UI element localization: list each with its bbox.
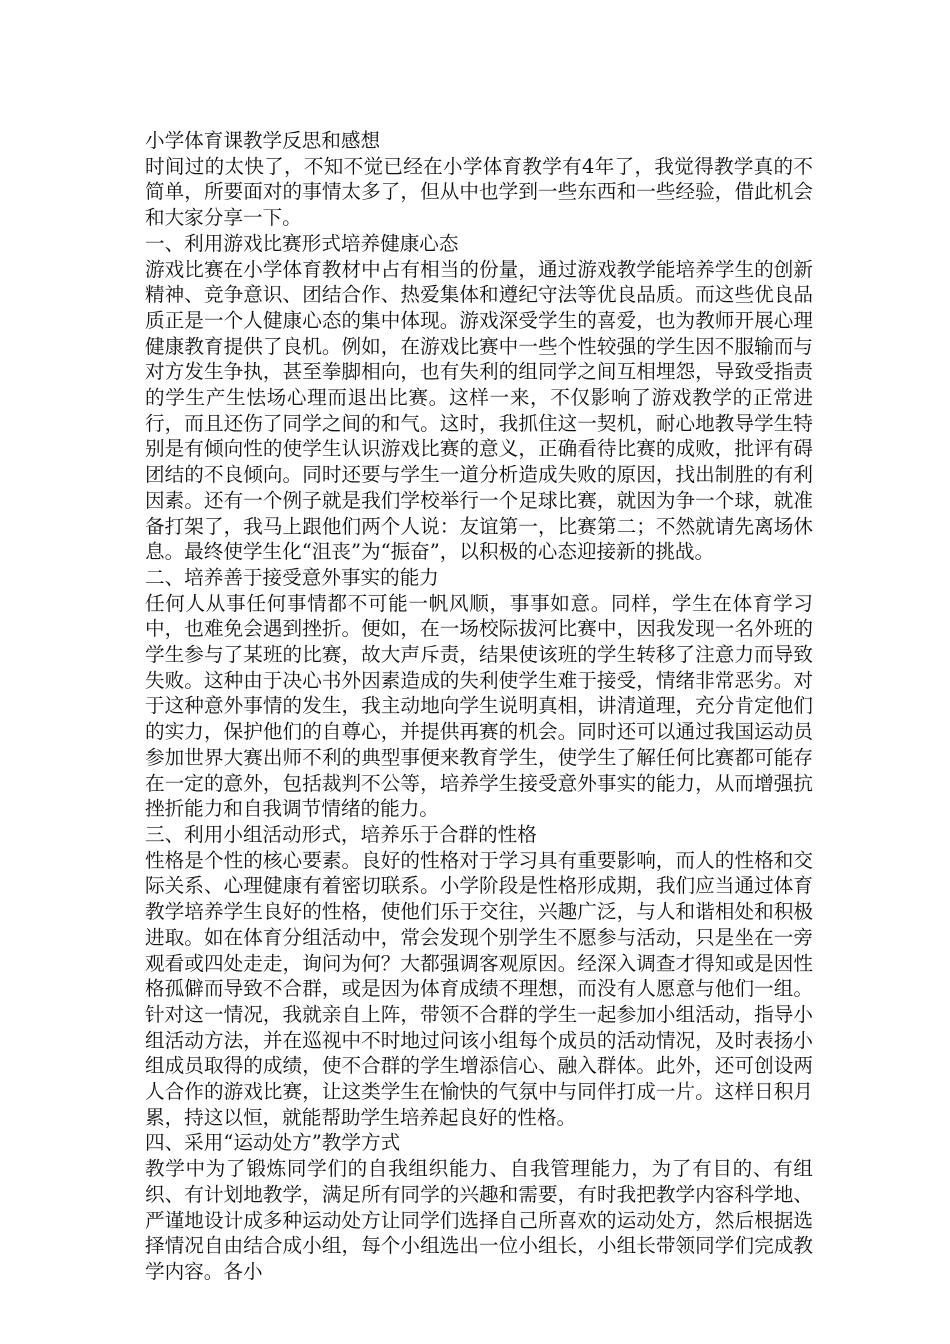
intro-paragraph: 时间过的太快了，不知不觉已经在小学体育教学有4年了，我觉得教学真的不简单，所要面对的事情太多了，但从中也学到一些东西和一些经验，借此机会和大家分享一下。	[145, 154, 813, 230]
section-heading: 三、利用小组活动形式，培养乐于合群的性格	[145, 822, 537, 846]
section-heading: 一、利用游戏比赛形式培养健康心态	[145, 231, 459, 255]
section-body: 性格是个性的核心要素。良好的性格对于学习具有重要影响，而人的性格和交际关系、心理健康有着密切联系。小学阶段是性格形成期，我们应当通过体育教学培养学生良好的性格，使他们乐于交往，兴趣广泛，与人和谐相处和积极进取。如在体育分组活动中，常会发现个别学生不愿参与活动，只是坐在一旁观看或四处走走，询问为何？大都强调客观原因。经深入调查才得知或是因性格孤僻而导致不合群，或是因为体育成绩不理想，而没有人愿意与他们一组。针对这一情况，我就亲自上阵，带领不合群的学生一起参加小组活动，指导小组活动方法，并在巡视中不时地过问该小组每个成员的活动情况，及时表扬小组成员取得的成绩，使不合群的学生增添信心、融入群体。此外，还可创设两人合作的游戏比赛，让这类学生在愉快的气氛中与同伴打成一片。这样日积月累，持这以恒，就能帮助学生培养起良好的性格。	[145, 848, 813, 1129]
section-body: 任何人从事任何事情都不可能一帆风顺，事事如意。同样，学生在体育学习中，也难免会遇到挫折。便如，在一场校际拔河比赛中，因我发现一名外班的学生参与了某班的比赛，故大声斥责，结果使该班的学生转移了注意力而导致失败。这种由于决心书外因素造成的失利使学生难于接受，情绪非常恶劣。对于这种意外事情的发生，我主动地向学生说明真相，讲清道理，充分肯定他们的实力，保护他们的自尊心，并提供再赛的机会。同时还可以通过我国运动员参加世界大赛出师不利的典型事便来教育学生，使学生了解任何比赛都可能存在一定的意外，包括裁判不公等，培养学生接受意外事实的能力，从而增强抗挫折能力和自我调节情绪的能力。	[145, 591, 813, 821]
document-page	[145, 128, 813, 1285]
document-title: 小学体育课教学反思和感想	[145, 129, 381, 152]
section-heading: 二、培养善于接受意外事实的能力	[145, 565, 439, 589]
section-body: 游戏比赛在小学体育教材中占有相当的份量，通过游戏教学能培养学生的创新精神、竞争意识、团结合作、热爱集体和遵纪守法等优良品质。而这些优良品质正是一个人健康心态的集中体现。游戏深受学生的喜爱，也为教师开展心理健康教育提供了良机。例如，在游戏比赛中一些个性较强的学生因不服输而与对方发生争执，甚至拳脚相向，也有失利的组同学之间互相埋怨，导致受指责的学生产生怯场心理而退出比赛。这样一来，不仅影响了游戏教学的正常进行，而且还伤了同学之间的和气。这时，我抓住这一契机，耐心地教导学生特别是有倾向性的使学生认识游戏比赛的意义，正确看待比赛的成败，批评有碍团结的不良倾向。同时还要与学生一道分析造成失败的原因，找出制胜的有利因素。还有一个例子就是我们学校举行一个足球比赛，就因为争一个球，就准备打架了，我马上跟他们两个人说：友谊第一，比赛第二；不然就请先离场休息。最终使学生化“沮丧”为“振奋”，以积极的心态迎接新的挑战。	[145, 257, 813, 564]
section-heading: 四、采用“运动处方”教学方式	[145, 1131, 401, 1155]
section-body: 教学中为了锻炼同学们的自我组织能力、自我管理能力，为了有目的、有组织、有计划地教学，满足所有同学的兴趣和需要，有时我把教学内容科学地、严谨地设计成多种运动处方让同学们选择自己所喜欢的运动处方，然后根据选择情况自由结合成小组，每个小组选出一位小组长，小组长带领同学们完成教学内容。各小	[145, 1157, 813, 1283]
